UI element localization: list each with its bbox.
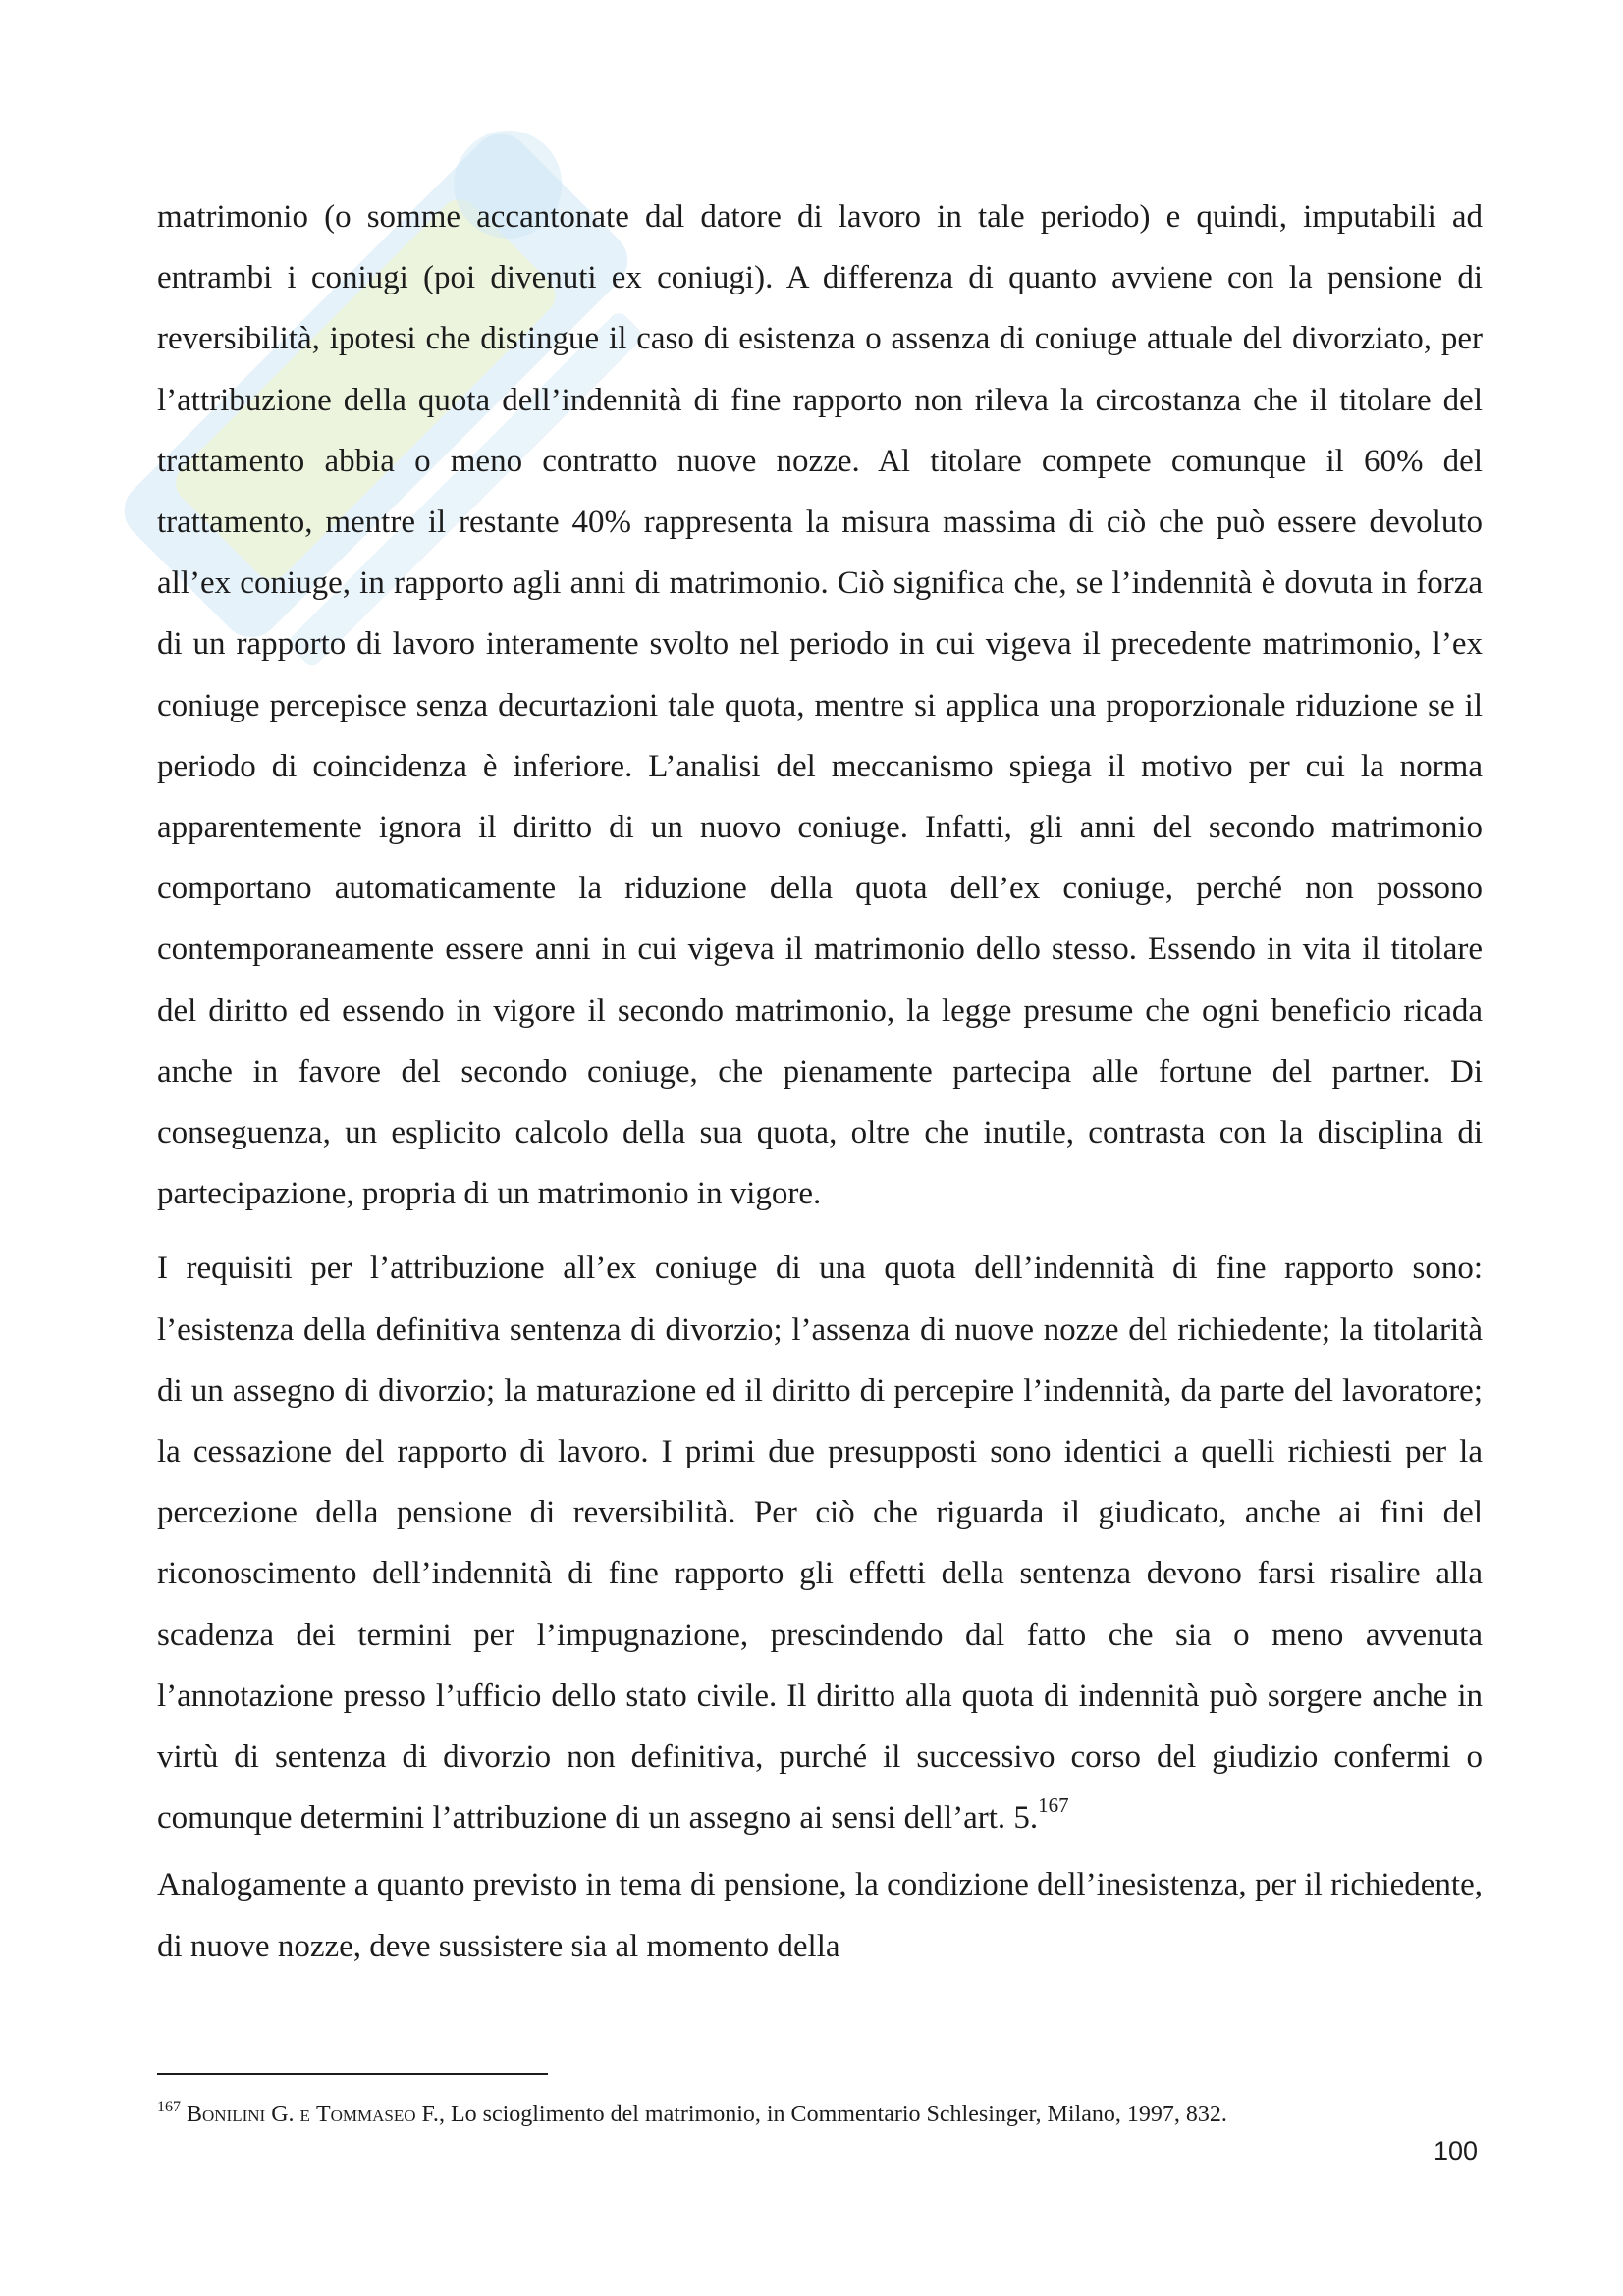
page-number: 100 [1433, 2136, 1478, 2165]
paragraph-text: I requisiti per l’attribuzione all’ex coniuge di una quota dell’indennità di fine rapporto sono: l’esistenza della definitiva sentenza di divorzio; l’assenza di nuove nozze del richiedente; la titolarità di un assegno di divorzio; la maturazione ed il diritto di percepire l’indennità, da parte del lavoratore; la cessazione del rapporto di lavoro. I primi due presupposti sono identici a quelli richiesti per la percezione della pensione di reversibilità. Per ciò che riguarda il giudicato, anche ai fini del riconoscimento dell’indennità di fine rapporto gli effetti della sentenza devono farsi risalire alla scadenza dei termini per l’impugnazione, prescindendo dal fatto che sia o meno avvenuta l’annotazione presso l’ufficio dello stato civile. Il diritto alla quota di indennità può sorgere anche in virtù di sentenza di divorzio non definitiva, purché il successivo corso del giudizio confermi o comunque determini l’attribuzione di un assegno ai sensi dell’art. 5. [157, 1251, 1483, 1837]
footnote-author: Bonilini G. [187, 2102, 295, 2127]
body-paragraph: Analogamente a quanto previsto in tema di pensione, la condizione dell’inesistenza, per il richiedente, di nuove nozze, deve sussistere sia al momento della [157, 1867, 1483, 1964]
page-body [157, 187, 1483, 1977]
body-paragraph [157, 1238, 1483, 1848]
footnote-author: Tommaseo F. [315, 2102, 439, 2127]
footnote-connector: e [299, 2102, 310, 2127]
footnote-number: 167 [157, 2099, 181, 2115]
body-paragraph: matrimonio (o somme accantonate dal datore di lavoro in tale periodo) e quindi, imputabili ad entrambi i coniugi (poi divenuti ex coniugi). A differenza di quanto avviene con la pensione di reversibilità, ipotesi che distingue il caso di esistenza o assenza di coniuge attuale del divorziato, per l’attribuzione della quota dell’indennità di fine rapporto non rileva la circostanza che il titolare del trattamento abbia o meno contratto nuove nozze. Al titolare compete comunque il 60% del trattamento, mentre il restante 40% rappresenta la misura massima di ciò che può essere devoluto all’ex coniuge, in rapporto agli anni di matrimonio. Ciò significa che, se l’indennità è dovuta in forza di un rapporto di lavoro interamente svolto nel periodo in cui vigeva il precedente matrimonio, l’ex coniuge percepisce senza decurtazioni tale quota, mentre si applica una proporzionale riduzione se il periodo di coincidenza è inferiore. L’analisi del meccanismo spiega il motivo per cui la norma apparentemente ignora il diritto di un nuovo coniuge. Infatti, gli anni del secondo matrimonio comportano automaticamente la riduzione della quota dell’ex coniuge, perché non possono contemporaneamente essere anni in cui vigeva il matrimonio dello stesso. Essendo in vita il titolare del diritto ed essendo in vigore il secondo matrimonio, la legge presume che ogni beneficio ricada anche in favore del secondo coniuge, che pienamente partecipa alle fortune del partner. Di conseguenza, un esplicito calcolo della sua quota, oltre che inutile, contrasta con la disciplina di partecipazione, propria di un matrimonio in vigore. [157, 199, 1483, 1212]
footnote-reference[interactable]: 167 [1038, 1793, 1069, 1818]
footnote [157, 2099, 1483, 2130]
footnote-separator [157, 2073, 548, 2075]
footnote-text: , Lo scioglimento del matrimonio, in Commentario Schlesinger, Milano, 1997, 832. [438, 2102, 1227, 2127]
